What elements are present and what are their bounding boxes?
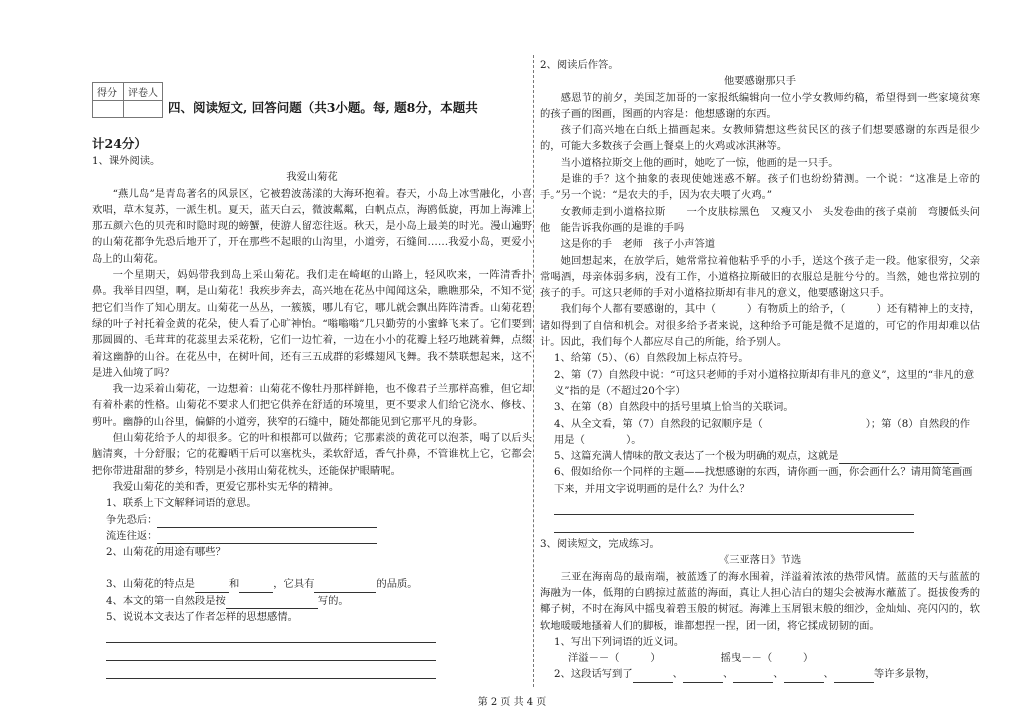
paragraph: 女教师走到小道格拉斯 一个皮肤棕黑色 又瘦又小 头发卷曲的孩子桌前 弯腰低头问他 能告诉我你画的是谁的手吗	[540, 205, 980, 234]
q3-part-a: 3、山菊花的特点是	[106, 578, 195, 591]
answer-blank[interactable]	[683, 670, 723, 683]
question-2: 2、第（7）自然段中说：“可这只老师的手对小道格拉斯却有非凡的意义”，这里的“非凡的意义”指的是（不超过20个字）	[554, 368, 975, 397]
paragraph: 一个星期天，妈妈带我到岛上采山菊花。我们走在崎岖的山路上，轻风吹来，一阵清香扑鼻。我举目四望，啊，是山菊花！我疾步奔去，高兴地在花丛中闻闻这朵，瞧瞧那朵，不知不觉把它们当作了知心朋友。山菊花一丛丛，一簇簇，哪儿有它，哪儿就会飘出阵阵清香。山菊花碧绿的叶子衬托着金黄的花朵，使人看了心旷神怡。“嗡嗡嗡”几只勤劳的小蜜蜂飞来了。它们要到那圆圆的、毛茸茸的花蕊里去采花粉，它们一边忙着，一边在小小的花瓣上轻巧地跳着舞，点缀着这幽静的山谷。在花丛中，在树叶间，还有三五成群的彩蝶翅风飞舞。我不禁联想起来，这不是进入仙境了吗？	[92, 269, 532, 379]
paragraph: 我爱山菊花的美和香，更爱它那朴实无华的精神。	[112, 480, 340, 493]
q2-intro: 2、阅读后作答。	[540, 59, 619, 71]
paragraph: 她回想起来，在放学后，她常常拉着他粘乎乎的小手，送这个孩子走一段。他家很穷，父亲常喝酒，母亲体弱多病，没有工作，小道格拉斯破旧的衣服总是脏兮兮的。当然，她也常拉别的孩子的手。可这只老师的手对小道格拉斯却有非凡的意义，他要感谢这只手。	[540, 254, 980, 300]
question-2: 2、山菊花的用途有哪些？	[106, 546, 226, 559]
answer-blank[interactable]	[226, 596, 318, 609]
synonym-1: 洋溢－－（ ）	[568, 652, 661, 665]
passage-title: 《三亚落日》节选	[718, 554, 802, 567]
q1-intro: 1、课外阅读。	[92, 155, 161, 167]
question-4	[92, 593, 532, 609]
section-title-cont: 计24分）	[92, 136, 147, 151]
synonym-row	[540, 650, 980, 666]
section-title: 四、阅读短文, 回答问题（共3小题。每, 题8分，本题共	[168, 100, 478, 115]
answer-lines	[540, 500, 914, 533]
question-1: 1、给第（5）、（6）自然段加上标点符号。	[554, 352, 749, 365]
question-3	[92, 576, 532, 592]
answer-blank[interactable]	[314, 580, 376, 593]
q5-part-a: 5、这篇充满人情味的散文表达了一个极为明确的观点，这就是	[554, 450, 839, 463]
question-4: 4、从全文看，第（7）自然段的记叙顺序是（ ）；第（8）自然段的作用是（ ）。	[554, 417, 971, 446]
paragraph: 三亚在海南岛的最南端，被蓝透了的海水围着，洋溢着浓浓的热带风情。蓝蓝的天与蓝蓝的海融为一体，低翔的白鸥掠过蓝蓝的海面，真让人担心洁白的翅尖会被海水蘸蓝了。挺拔俊秀的椰子树，不时在海风中摇曳着碧玉般的树冠。海滩上玉屑银末般的细沙，金灿灿、亮闪闪的，软软地暖暖地搔着人们的脚板，谁都想捏一捏，团一团，将它揉成韧韧的面。	[540, 570, 980, 632]
sub-question-2: 2、这段话写到了 、 、 、 、 等许多景物，	[540, 666, 980, 682]
paragraph: 感恩节的前夕，美国芝加哥的一家报纸编辑向一位小学女教师约稿，希望得到一些家境贫寒的孩子画的图画，图画的内容是：他想感谢的东西。	[540, 91, 980, 120]
answer-blank[interactable]	[834, 670, 874, 683]
paragraph: 我们每个人都有要感谢的，其中（ ）有物质上的给予，（ ）还有精神上的支持，诸如得到了自信和机会。对很多给予者来说，这种给予可能是微不足道的，可它的作用却难以估计。因此，我们每个人都应尽自己的所能，给予别人。	[540, 303, 980, 349]
sub-question-1: 1、写出下列词语的近义词。	[554, 635, 685, 648]
word-2-label: 流连往返：	[106, 529, 158, 542]
synonym-2: 摇曳－－（ ）	[720, 652, 814, 665]
answer-blank[interactable]	[239, 580, 273, 593]
q3-part-d: 的品质。	[376, 578, 418, 591]
paragraph: 是谁的手？这个抽象的表现使她迷惑不解。孩子们也纷纷猜测。一个说：“这准是上帝的手。”另一个说：“是农夫的手，因为农夫喂了火鸡。”	[540, 173, 980, 202]
passage-title: 我爱山菊花	[286, 171, 338, 184]
paragraph: 但山菊花给予人的却很多。它的叶和根都可以做药；它那素淡的黄花可以泡茶，喝了以后头脑清爽，十分舒服；它的花瓣晒干后可以塞枕头，柔软舒适，香气扑鼻，不管谁枕上它，它都会把你带进甜甜的梦乡，特别是小孩用山菊花枕头，还能保护眼睛呢。	[92, 432, 532, 477]
q4-part-a: 4、本文的第一自然段是按	[106, 594, 226, 607]
paragraph: 当小道格拉斯交上他的画时，她吃了一惊，他画的是一只手。	[560, 156, 839, 169]
grader-cell	[124, 101, 163, 118]
answer-line[interactable]	[106, 628, 436, 643]
question-6: 6、假如给你一个同样的主题——找想感谢的东西，请你画一画，你会画什么？请用简笔画画下来，并用文字说明画的是什么？为什么？	[554, 466, 973, 495]
grader-label: 评卷人	[124, 83, 163, 101]
answer-blank[interactable]	[195, 580, 229, 593]
answer-lines	[92, 628, 436, 679]
passage-title: 他要感谢那只手	[723, 75, 797, 88]
paragraph: 我一边采着山菊花，一边想着：山菊花不像牡丹那样鲜艳，也不像君子兰那样高雅，但它却有着朴素的性格。山菊花不要求人们把它供养在舒适的环境里，更不要求人们给它浇水、修枝、剪叶。幽静的山谷里，偏僻的小道旁，狭窄的石缝中，随处都能见到它那平凡的身影。	[92, 383, 532, 428]
s2-part-a: 2、这段话写到了	[554, 668, 633, 681]
score-box	[92, 82, 163, 118]
q3-part-b: 和	[228, 578, 240, 591]
q3-intro: 3、阅读短文，完成练习。	[540, 538, 660, 551]
word-1	[92, 512, 532, 528]
q4-part-b: 写的。	[317, 594, 349, 607]
answer-line[interactable]	[106, 646, 436, 661]
score-label: 得分	[93, 83, 124, 101]
answer-line[interactable]	[554, 518, 914, 533]
column-divider	[533, 55, 534, 687]
spacer	[92, 560, 532, 576]
paragraph: 这是你的手 老师 孩子小声答道	[560, 238, 716, 251]
answer-blank[interactable]	[839, 451, 959, 464]
left-column	[92, 153, 532, 682]
answer-blank[interactable]	[733, 670, 773, 683]
paragraph: 孩子们高兴地在白纸上描画起来。女教师猜想这些贫民区的孩子们想要感谢的东西是很少的，可能大多数孩子会画上餐桌上的火鸡或冰淇淋等。	[540, 124, 980, 153]
q3-part-c: ，它具有	[273, 578, 315, 591]
answer-blank[interactable]	[784, 670, 824, 683]
question-5	[540, 448, 980, 464]
answer-line[interactable]	[106, 664, 436, 679]
answer-blank[interactable]	[157, 531, 377, 544]
right-column	[540, 57, 980, 683]
answer-line[interactable]	[554, 500, 914, 515]
answer-blank[interactable]	[157, 515, 377, 528]
question-1: 1、联系上下文解释词语的意思。	[106, 497, 257, 510]
s2-part-b: 等许多景物，	[873, 668, 936, 681]
word-1-label: 争先恐后：	[106, 513, 158, 526]
score-cell	[93, 101, 124, 118]
question-5: 5、说说本文表达了作者怎样的思想感情。	[106, 611, 298, 624]
answer-blank[interactable]	[633, 670, 673, 683]
question-3: 3、在第（8）自然段中的括号里填上恰当的关联词。	[554, 401, 794, 414]
word-2	[92, 528, 532, 544]
page-number: 第 2 页 共 4 页	[477, 697, 547, 708]
paragraph: “燕儿岛”是青岛著名的风景区，它被碧波荡漾的大海环抱着。春天，小岛上冰雪融化，小喜欢唱，草木复苏，一派生机。夏天，蓝天白云，微波粼粼，白帆点点，海鸥低旋，再加上海滩上那五颜六色的贝壳和时隐时现的螃蟹，使游人留恋往返。秋天，是小岛上最美的时光。漫山遍野的山菊花都争先恐后地开了，开在那些不起眼的山沟里，小道旁，石缝间……我爱小岛，更爱小岛上的山菊花。	[92, 187, 532, 265]
